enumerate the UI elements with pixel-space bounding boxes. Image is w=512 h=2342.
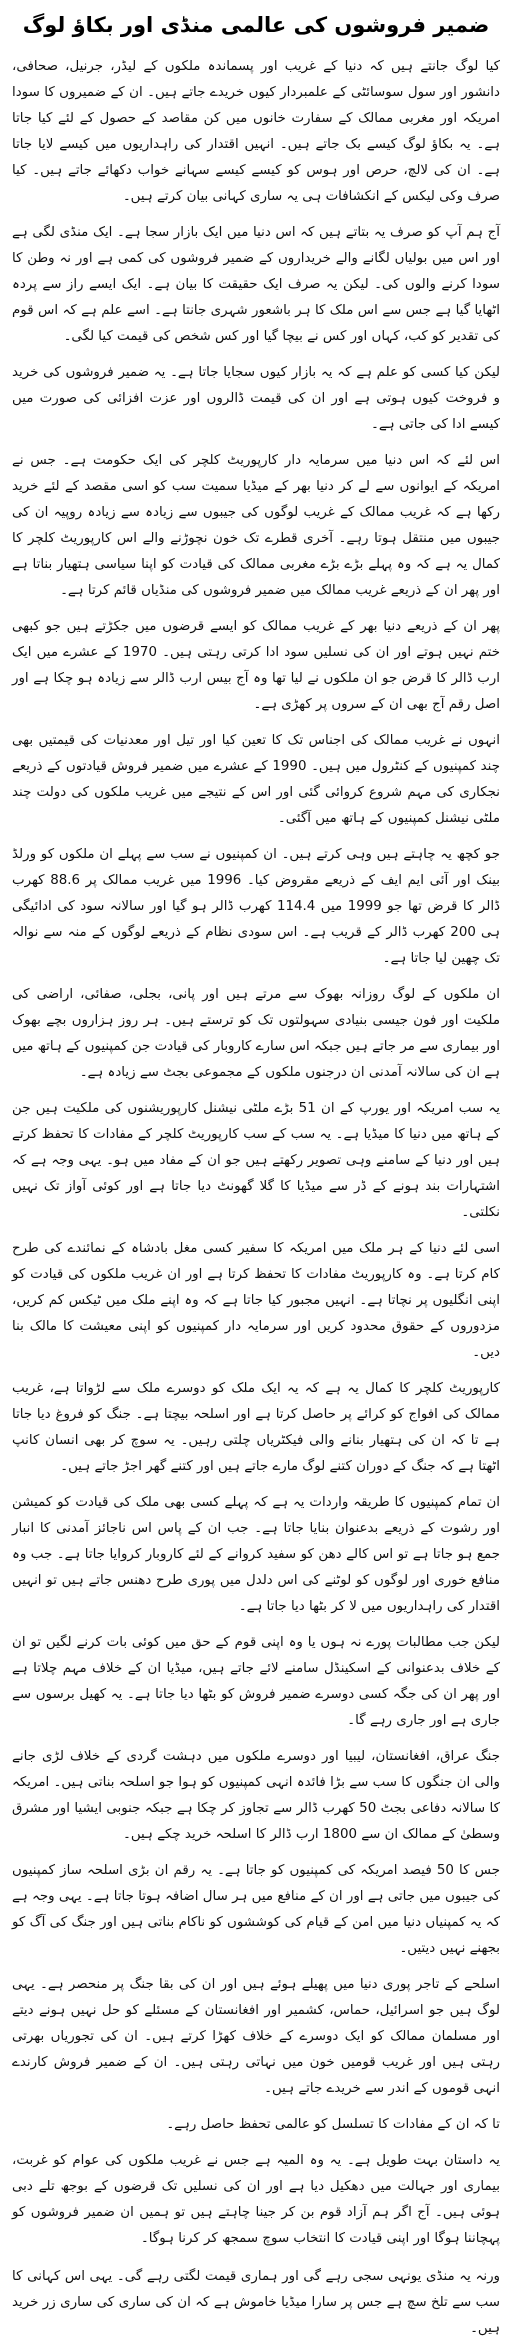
article-paragraph: جس کا 50 فیصد امریکہ کی کمپنیوں کو جاتا ہے۔ یہ رقم ان بڑی اسلحہ ساز کمپنیوں کی جیبوں میں جاتی ہے اور ان کے منافع میں ہر سال اضافہ ہوتا جاتا ہے۔ یہی وجہ ہے کہ یہ کمپنیاں دنیا میں امن کے قیام کی کوششوں کو ناکام بناتی ہیں اور جنگ کی آگ کو بجھنے نہیں دیتیں۔ xyxy=(12,1863,500,1956)
article-paragraph: آج ہم آپ کو صرف یہ بتاتے ہیں کہ اس دنیا میں ایک بازار سجا ہے۔ ایک منڈی لگی ہے اور اس میں بولیاں لگانے والے خریداروں کے ضمیر فروشوں کی کمی ہے اور نہ وطن کا سودا کرنے والوں کی۔ لیکن یہ صرف ایک حقیقت کا بیان ہے۔ ایک ایسے راز سے پردہ اٹھایا گیا ہے جس سے اس ملک کا ہر باشعور شہری جانتا ہے۔ اسے علم ہے کہ اس قوم کی تقدیر کو کب، کہاں اور کس نے بیچا گیا اور کس شخص کی قیمت کیا لگی۔ xyxy=(12,225,500,344)
article-paragraph: کارپوریٹ کلچر کا کمال یہ ہے کہ یہ ایک ملک کو دوسرے ملک سے لڑواتا ہے، غریب ممالک کی افواج کو کرائے پر حاصل کرتا ہے اور اسلحہ بیچتا ہے۔ جنگ کو فروغ دیا جاتا ہے تا کہ ان کی ہتھیار بنانے والی فیکٹریاں چلتی رہیں۔ یہ سوچ کر بھی انسان کانپ اٹھتا ہے کہ جنگ کے دوران کتنے لوگ مارے جاتے ہیں اور کتنے گھر اجڑ جاتے ہیں۔ xyxy=(12,1381,500,1474)
article-paragraph: کیا لوگ جانتے ہیں کہ دنیا کے غریب اور پسماندہ ملکوں کے لیڈر، جرنیل، صحافی، دانشور اور سول سوسائٹی کے علمبردار کیوں خریدے جاتے ہیں۔ ان کے ضمیروں کا سودا امریکہ اور مغربی ممالک کے سفارت خانوں میں کن مقاصد کے حصول کے لئے کیا جاتا ہے۔ یہ بکاؤ لوگ کیسے بک جاتے ہیں۔ انہیں اقتدار کی راہداریوں میں کیسے لایا جاتا ہے۔ ان کی لالچ، حرص اور ہوس کو کیسے کیسے سہانے خواب دکھائے جاتے ہیں۔ کیا صرف وکی لیکس کے انکشافات ہی یہ ساری کہانی بیان کرتے ہیں۔ xyxy=(12,59,500,204)
article-paragraph: جو کچھ یہ چاہتے ہیں وہی کرتے ہیں۔ ان کمپنیوں نے سب سے پہلے ان ملکوں کو ورلڈ بینک اور آئی ایم ایف کے ذریعے مقروض کیا۔ 1996 میں غریب ممالک پر 88.6 کھرب ڈالر کا قرض تھا جو 1999 میں 114.4 کھرب ڈالر ہو گیا اور سالانہ سود کی ادائیگی ہی 200 کھرب ڈالر کے قریب ہے۔ اس سودی نظام کے ذریعے لوگوں کے منہ سے نوالہ تک چھین لیا جاتا ہے۔ xyxy=(12,847,500,966)
article-paragraph: ورنہ یہ منڈی یونہی سجی رہے گی اور ہماری قیمت لگتی رہے گی۔ یہی اس کہانی کا سب سے تلخ سچ ہے جس پر سارا میڈیا خاموش ہے کہ ان کی ساری کی ساری زر خرید ہیں۔ xyxy=(12,2269,500,2336)
article-paragraph: انہوں نے غریب ممالک کی اجناس تک کا تعین کیا اور تیل اور معدنیات کی قیمتیں بھی چند کمپنیوں کے کنٹرول میں ہیں۔ 1990 کے عشرے میں ضمیر فروش قیادتوں کے ذریعے نجکاری کی مہم شروع کروائی گئی اور اس کے نتیجے میں غریب ملکوں کی دولت چند ملٹی نیشنل کمپنیوں کے ہاتھ میں آگئی۔ xyxy=(12,733,500,826)
article-paragraph: اسلحے کے تاجر پوری دنیا میں پھیلے ہوئے ہیں اور ان کی بقا جنگ پر منحصر ہے۔ یہی لوگ ہیں جو اسرائیل، حماس، کشمیر اور افغانستان کے مسئلے کو حل نہیں ہونے دیتے اور مسلمان ممالک کو ایک دوسرے کے خلاف کھڑا کرتے ہیں۔ ان کی تجوریاں بھرتی رہتی ہیں اور غریب قومیں خون میں نہاتی رہتی ہیں۔ ان کے ضمیر فروش کارندے انہی قوموں کے اندر سے خریدے جاتے ہیں۔ xyxy=(12,1977,500,2096)
article-paragraph: لیکن جب مطالبات پورے نہ ہوں یا وہ اپنی قوم کے حق میں کوئی بات کرنے لگیں تو ان کے خلاف بدعنوانی کے اسکینڈل سامنے لائے جاتے ہیں، میڈیا ان کے خلاف مہم چلاتا ہے اور پھر ان کی جگہ کسی دوسرے ضمیر فروش کو بٹھا دیا جاتا ہے۔ یہ کھیل برسوں سے جاری ہے اور جاری رہے گا۔ xyxy=(12,1635,500,1728)
article-paragraph: ان ملکوں کے لوگ روزانہ بھوک سے مرتے ہیں اور پانی، بجلی، صفائی، اراضی کی ملکیت اور فون جیسی بنیادی سہولتوں تک کو ترستے ہیں۔ ہر روز ہزاروں بچے بھوک اور بیماری سے مر جاتے ہیں جبکہ اس سارے کاروبار کی قیادت جن کمپنیوں کے ہاتھ میں ہے ان کی سالانہ آمدنی ان درجنوں ملکوں کے مجموعی بجٹ سے زیادہ ہے۔ xyxy=(12,987,500,1080)
article-paragraph: لیکن کیا کسی کو علم ہے کہ یہ بازار کیوں سجایا جاتا ہے۔ یہ ضمیر فروشوں کی خرید و فروخت کیوں ہوتی ہے اور ان کی قیمت ڈالروں اور عزت افزائی کی صورت میں کیسے ادا کی جاتی ہے۔ xyxy=(12,365,500,432)
article-paragraph: یہ داستان بہت طویل ہے۔ یہ وہ المیہ ہے جس نے غریب ملکوں کی عوام کو غربت، بیماری اور جہالت میں دھکیل دیا ہے اور ان کی نسلیں تک قرضوں کے بوجھ تلے دبی ہوئی ہیں۔ آج اگر ہم آزاد قوم بن کر جینا چاہتے ہیں تو ہمیں ان ضمیر فروشوں کو پہچاننا ہوگا اور اپنی قیادت کا انتخاب سوچ سمجھ کر کرنا ہوگا۔ xyxy=(12,2153,500,2246)
article-paragraph: یہ سب امریکہ اور یورپ کے ان 51 بڑے ملٹی نیشنل کارپوریشنوں کی ملکیت ہیں جن کے ہاتھ میں دنیا کا میڈیا ہے۔ یہ سب کے سب کارپوریٹ کلچر کے مفادات کا تحفظ کرتے ہیں اور دنیا کے سامنے وہی تصویر رکھتے ہیں جو ان کے مفاد میں ہو۔ یہی وجہ ہے کہ اشتہارات بند ہونے کے ڈر سے میڈیا کا گلا گھونٹ دیا جاتا ہے اور کوئی آواز تک نہیں نکلتی۔ xyxy=(12,1101,500,1220)
article-headline: ضمیر فروشوں کی عالمی منڈی اور بکاؤ لوگ xyxy=(22,13,490,37)
article-paragraph: تا کہ ان کے مفادات کا تسلسل کو عالمی تحفظ حاصل رہے۔ xyxy=(166,2117,500,2132)
article-paragraph: اسی لئے دنیا کے ہر ملک میں امریکہ کا سفیر کسی مغل بادشاہ کے نمائندے کی طرح کام کرتا ہے۔ وہ کارپوریٹ مفادات کا تحفظ کرتا ہے اور ان غریب ملکوں کی قیادت کو اپنی انگلیوں پر نچاتا ہے۔ انہیں مجبور کیا جاتا ہے کہ وہ اپنے ملک میں ٹیکس کم کریں، مزدوروں کے حقوق محدود کریں اور سرمایہ دار کمپنیوں کو اپنی معیشت کا مالک بنا دیں۔ xyxy=(12,1241,500,1360)
article-paragraph: پھر ان کے ذریعے دنیا بھر کے غریب ممالک کو ایسے قرضوں میں جکڑتے ہیں جو کبھی ختم نہیں ہوتے اور ان کی نسلیں سود ادا کرتی رہتی ہیں۔ 1970 کے عشرے میں ایک ارب ڈالر کا قرض جو ان ملکوں نے لیا تھا وہ آج بیس ارب ڈالر سے زیادہ ہو چکا ہے اور اصل رقم آج بھی ان کے سروں پر کھڑی ہے۔ xyxy=(12,619,500,712)
article-paragraph: ان تمام کمپنیوں کا طریقہ واردات یہ ہے کہ پہلے کسی بھی ملک کی قیادت کو کمیشن اور رشوت کے ذریعے بدعنوان بنایا جاتا ہے۔ جب ان کے پاس اس ناجائز آمدنی کا انبار جمع ہو جاتا ہے تو اس کالے دھن کو سفید کروانے کے لئے کاروبار کروایا جاتا ہے۔ جب وہ منافع خوری اور لوگوں کو لوٹنے کی اس دلدل میں پوری طرح دھنس جاتے ہیں تو انہیں اقتدار کی راہداریوں میں لا کر بٹھا دیا جاتا ہے۔ xyxy=(12,1495,500,1614)
article-paragraph: اس لئے کہ اس دنیا میں سرمایہ دار کارپوریٹ کلچر کی ایک حکومت ہے۔ جس نے امریکہ کے ایوانوں سے لے کر دنیا بھر کے میڈیا سمیت سب کو اسی مقصد کے لئے خرید رکھا ہے کہ غریب ممالک کے غریب لوگوں کی جیبوں سے زیادہ سے زیادہ روپیہ ان کی جیبوں میں منتقل ہوتا رہے۔ آخری قطرے تک خون نچوڑنے والے اس کارپوریٹ کلچر کا کمال یہ ہے کہ وہ پہلے بڑے بڑے مغربی ممالک کی قیادت کو اپنا سیاسی ہتھیار بناتا ہے اور پھر ان کے ذریعے غریب ممالک میں ضمیر فروشوں کی منڈیاں قائم کرتا ہے۔ xyxy=(12,453,500,598)
article-body xyxy=(12,54,500,2342)
article-paragraph: جنگ عراق، افغانستان، لیبیا اور دوسرے ملکوں میں دہشت گردی کے خلاف لڑی جانے والی ان جنگوں کا سب سے بڑا فائدہ انہی کمپنیوں کو ہوا جو اسلحہ بناتی ہیں۔ امریکہ کا سالانہ دفاعی بجٹ 50 کھرب ڈالر سے تجاوز کر چکا ہے جبکہ جنوبی ایشیا اور مشرق وسطیٰ کے ممالک ان سے 1800 ارب ڈالر کا اسلحہ خرید چکے ہیں۔ xyxy=(12,1749,500,1842)
